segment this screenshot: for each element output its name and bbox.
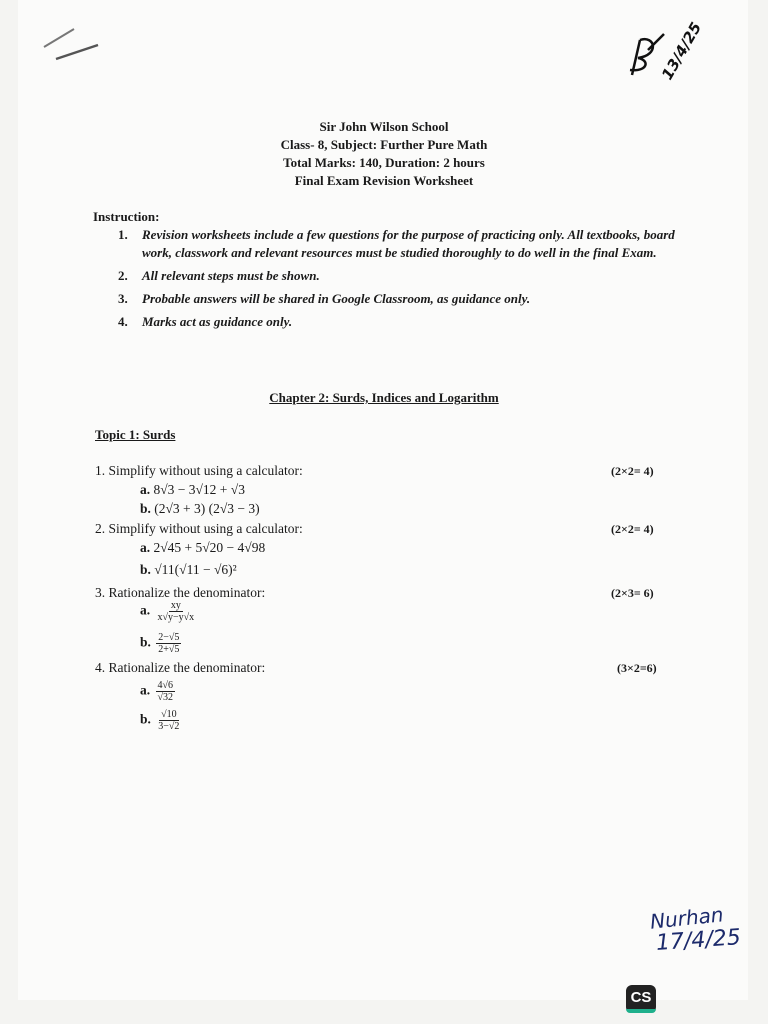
fraction: $\frac{xy}{x√y-y√x}$ <box>157 600 195 623</box>
school-name: Sir John Wilson School <box>319 119 449 134</box>
top-signature-date: 13/4/25 <box>657 19 706 83</box>
worksheet-header <box>0 118 768 190</box>
chapter-heading: Chapter 2: Surds, Indices and Logarithm <box>269 390 499 405</box>
question-2b: b. √11(√11 − √6)² <box>140 562 237 577</box>
question-4a: a. $\frac{4√6}{√32}$ <box>140 680 173 703</box>
camscanner-logo-bar <box>626 1009 656 1013</box>
class-subject: Class- 8, Subject: Further Pure Math <box>280 137 488 152</box>
fraction: $\frac{4√6}{√32}$ <box>157 680 173 703</box>
instruction-list <box>118 226 678 336</box>
fraction: $\frac{2-√5}{2+√5}$ <box>158 632 180 655</box>
worksheet-title: Final Exam Revision Worksheet <box>294 173 474 188</box>
bottom-signature-date: 17/4/25 <box>655 925 742 956</box>
bottom-signature-name: Nurhan <box>648 902 725 934</box>
instruction-title: Instruction: <box>93 209 160 224</box>
question-1a: a. 8√3 − 3√12 + √3 <box>140 482 245 497</box>
question-2a: a. 2√45 + 5√20 − 4√98 <box>140 540 266 555</box>
question-3b: b. $\frac{2-√5}{2+√5}$ <box>140 632 180 655</box>
question-3: 3. Rationalize the denominator: <box>95 585 266 600</box>
fraction: $\frac{√10}{3-√2}$ <box>158 709 180 732</box>
question-4-marks: (3×2=6) <box>617 661 657 675</box>
question-1b: b. (2√3 + 3) (2√3 − 3) <box>140 501 260 516</box>
question-3-marks: (2×3= 6) <box>611 586 654 600</box>
pen-mark <box>40 25 110 65</box>
marks-duration: Total Marks: 140, Duration: 2 hours <box>283 155 485 170</box>
question-1-marks: (2×2= 4) <box>611 464 654 478</box>
instruction-item: 1. Revision worksheets include a few questions for the purpose of practicing only. All textbooks, board work, classwork and relevant resources must be studied thoroughly to do well in the final Exam. <box>118 227 675 260</box>
topic-heading: Topic 1: Surds <box>95 427 176 442</box>
instruction-item: 3. Probable answers will be shared in Google Classroom, as guidance only. <box>118 291 531 306</box>
instruction-item: 2. All relevant steps must be shown. <box>118 268 320 283</box>
camscanner-logo-icon: CS <box>626 985 656 1013</box>
question-1: 1. Simplify without using a calculator: <box>95 463 303 478</box>
top-signature <box>620 20 740 90</box>
question-4b: b. $\frac{√10}{3-√2}$ <box>140 709 180 732</box>
question-4: 4. Rationalize the denominator: <box>95 660 266 675</box>
question-3a: a. $\frac{xy}{x√y-y√x}$ <box>140 600 195 623</box>
instruction-item: 4. Marks act as guidance only. <box>118 314 293 329</box>
question-2-marks: (2×2= 4) <box>611 522 654 536</box>
question-2: 2. Simplify without using a calculator: <box>95 521 303 536</box>
